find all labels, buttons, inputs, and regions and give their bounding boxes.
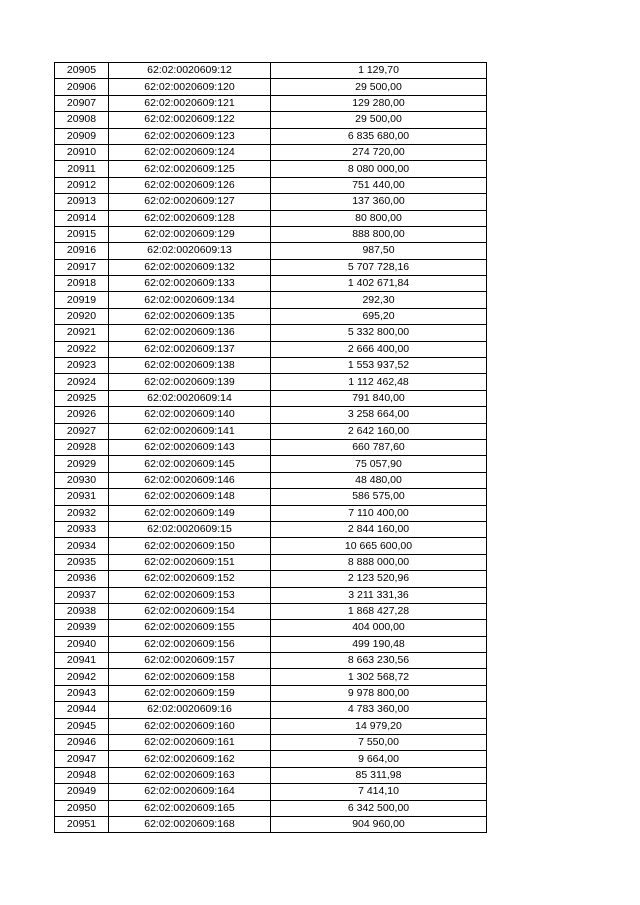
cadastral-value-cell: 1 129,70: [271, 63, 487, 79]
row-number-cell: 20936: [55, 571, 109, 587]
table-row: [55, 128, 487, 144]
row-number-cell: 20917: [55, 259, 109, 275]
row-number-cell: 20921: [55, 325, 109, 341]
row-number-cell: 20929: [55, 456, 109, 472]
cadastral-number-cell: 62:02:0020609:134: [109, 292, 271, 308]
table-row: [55, 374, 487, 390]
cadastral-value-cell: 14 979,20: [271, 718, 487, 734]
table-row: [55, 751, 487, 767]
table-row: [55, 702, 487, 718]
row-number-cell: 20943: [55, 685, 109, 701]
table-row: [55, 735, 487, 751]
table-row: [55, 177, 487, 193]
row-number-cell: 20938: [55, 603, 109, 619]
cadastral-number-cell: 62:02:0020609:120: [109, 79, 271, 95]
cadastral-number-cell: 62:02:0020609:146: [109, 472, 271, 488]
cadastral-number-cell: 62:02:0020609:135: [109, 308, 271, 324]
cadastral-number-cell: 62:02:0020609:164: [109, 784, 271, 800]
cadastral-number-cell: 62:02:0020609:150: [109, 538, 271, 554]
cadastral-number-cell: 62:02:0020609:14: [109, 390, 271, 406]
table-row: [55, 341, 487, 357]
cadastral-value-cell: 791 840,00: [271, 390, 487, 406]
table-row: [55, 390, 487, 406]
row-number-cell: 20942: [55, 669, 109, 685]
cadastral-value-cell: 499 190,48: [271, 636, 487, 652]
row-number-cell: 20928: [55, 439, 109, 455]
cadastral-value-cell: 48 480,00: [271, 472, 487, 488]
cadastral-value-cell: 1 553 937,52: [271, 358, 487, 374]
table-row: [55, 456, 487, 472]
cadastral-value-cell: 2 123 520,96: [271, 571, 487, 587]
row-number-cell: 20922: [55, 341, 109, 357]
row-number-cell: 20925: [55, 390, 109, 406]
table-row: [55, 620, 487, 636]
table-row: [55, 243, 487, 259]
cadastral-value-cell: 404 000,00: [271, 620, 487, 636]
cadastral-value-cell: 3 211 331,36: [271, 587, 487, 603]
cadastral-value-cell: 1 112 462,48: [271, 374, 487, 390]
cadastral-value-cell: 1 868 427,28: [271, 603, 487, 619]
cadastral-number-cell: 62:02:0020609:163: [109, 767, 271, 783]
table-row: [55, 816, 487, 832]
cadastral-value-cell: 5 707 728,16: [271, 259, 487, 275]
cadastral-number-cell: 62:02:0020609:122: [109, 112, 271, 128]
cadastral-value-cell: 292,30: [271, 292, 487, 308]
cadastral-number-cell: 62:02:0020609:154: [109, 603, 271, 619]
row-number-cell: 20914: [55, 210, 109, 226]
cadastral-value-cell: 129 280,00: [271, 95, 487, 111]
cadastral-number-cell: 62:02:0020609:16: [109, 702, 271, 718]
row-number-cell: 20931: [55, 489, 109, 505]
row-number-cell: 20945: [55, 718, 109, 734]
row-number-cell: 20908: [55, 112, 109, 128]
table-row: [55, 95, 487, 111]
row-number-cell: 20940: [55, 636, 109, 652]
cadastral-value-cell: 4 783 360,00: [271, 702, 487, 718]
cadastral-number-cell: 62:02:0020609:126: [109, 177, 271, 193]
cadastral-number-cell: 62:02:0020609:161: [109, 735, 271, 751]
row-number-cell: 20951: [55, 816, 109, 832]
table-row: [55, 79, 487, 95]
row-number-cell: 20947: [55, 751, 109, 767]
cadastral-value-cell: 888 800,00: [271, 226, 487, 242]
row-number-cell: 20950: [55, 800, 109, 816]
row-number-cell: 20915: [55, 226, 109, 242]
cadastral-value-cell: 586 575,00: [271, 489, 487, 505]
table-row: [55, 505, 487, 521]
table-row: [55, 571, 487, 587]
cadastral-number-cell: 62:02:0020609:132: [109, 259, 271, 275]
table-row: [55, 784, 487, 800]
table-row: [55, 538, 487, 554]
row-number-cell: 20905: [55, 63, 109, 79]
table-row: [55, 521, 487, 537]
row-number-cell: 20913: [55, 194, 109, 210]
cadastral-value-cell: 8 663 230,56: [271, 653, 487, 669]
row-number-cell: 20920: [55, 308, 109, 324]
row-number-cell: 20934: [55, 538, 109, 554]
cadastral-value-cell: 5 332 800,00: [271, 325, 487, 341]
table-row: [55, 259, 487, 275]
cadastral-number-cell: 62:02:0020609:128: [109, 210, 271, 226]
row-number-cell: 20923: [55, 358, 109, 374]
table-row: [55, 636, 487, 652]
row-number-cell: 20909: [55, 128, 109, 144]
cadastral-value-cell: 7 110 400,00: [271, 505, 487, 521]
cadastral-number-cell: 62:02:0020609:141: [109, 423, 271, 439]
table-row: [55, 472, 487, 488]
table-row: [55, 439, 487, 455]
cadastral-value-cell: 9 664,00: [271, 751, 487, 767]
row-number-cell: 20910: [55, 144, 109, 160]
cadastral-number-cell: 62:02:0020609:155: [109, 620, 271, 636]
row-number-cell: 20926: [55, 407, 109, 423]
cadastral-value-cell: 1 402 671,84: [271, 276, 487, 292]
cadastral-value-cell: 3 258 664,00: [271, 407, 487, 423]
cadastral-number-cell: 62:02:0020609:158: [109, 669, 271, 685]
cadastral-number-cell: 62:02:0020609:13: [109, 243, 271, 259]
cadastral-value-cell: 85 311,98: [271, 767, 487, 783]
cadastral-value-cell: 29 500,00: [271, 79, 487, 95]
cadastral-value-cell: 137 360,00: [271, 194, 487, 210]
table-row: [55, 800, 487, 816]
row-number-cell: 20906: [55, 79, 109, 95]
cadastral-number-cell: 62:02:0020609:138: [109, 358, 271, 374]
cadastral-number-cell: 62:02:0020609:149: [109, 505, 271, 521]
cadastral-number-cell: 62:02:0020609:137: [109, 341, 271, 357]
table-row: [55, 210, 487, 226]
table-row: [55, 292, 487, 308]
cadastral-number-cell: 62:02:0020609:156: [109, 636, 271, 652]
cadastral-number-cell: 62:02:0020609:168: [109, 816, 271, 832]
row-number-cell: 20939: [55, 620, 109, 636]
cadastral-value-cell: 660 787,60: [271, 439, 487, 455]
cadastral-number-cell: 62:02:0020609:129: [109, 226, 271, 242]
cadastral-number-cell: 62:02:0020609:123: [109, 128, 271, 144]
cadastral-number-cell: 62:02:0020609:157: [109, 653, 271, 669]
table-row: [55, 194, 487, 210]
row-number-cell: 20930: [55, 472, 109, 488]
table-row: [55, 325, 487, 341]
cadastral-value-cell: 7 414,10: [271, 784, 487, 800]
table-row: [55, 308, 487, 324]
row-number-cell: 20911: [55, 161, 109, 177]
table-row: [55, 718, 487, 734]
table-row: [55, 63, 487, 79]
row-number-cell: 20935: [55, 554, 109, 570]
row-number-cell: 20927: [55, 423, 109, 439]
table-row: [55, 144, 487, 160]
cadastral-number-cell: 62:02:0020609:125: [109, 161, 271, 177]
cadastral-value-cell: 75 057,90: [271, 456, 487, 472]
cadastral-value-table: [54, 62, 487, 833]
table-row: [55, 669, 487, 685]
table-row: [55, 358, 487, 374]
cadastral-value-cell: 987,50: [271, 243, 487, 259]
cadastral-value-cell: 7 550,00: [271, 735, 487, 751]
cadastral-value-cell: 695,20: [271, 308, 487, 324]
row-number-cell: 20948: [55, 767, 109, 783]
table-row: [55, 653, 487, 669]
table-row: [55, 276, 487, 292]
cadastral-number-cell: 62:02:0020609:133: [109, 276, 271, 292]
cadastral-value-cell: 6 835 680,00: [271, 128, 487, 144]
cadastral-number-cell: 62:02:0020609:139: [109, 374, 271, 390]
cadastral-number-cell: 62:02:0020609:12: [109, 63, 271, 79]
cadastral-value-cell: 8 888 000,00: [271, 554, 487, 570]
cadastral-number-cell: 62:02:0020609:160: [109, 718, 271, 734]
row-number-cell: 20918: [55, 276, 109, 292]
cadastral-number-cell: 62:02:0020609:140: [109, 407, 271, 423]
cadastral-number-cell: 62:02:0020609:124: [109, 144, 271, 160]
row-number-cell: 20924: [55, 374, 109, 390]
cadastral-value-cell: 751 440,00: [271, 177, 487, 193]
cadastral-value-cell: 1 302 568,72: [271, 669, 487, 685]
cadastral-number-cell: 62:02:0020609:153: [109, 587, 271, 603]
cadastral-number-cell: 62:02:0020609:15: [109, 521, 271, 537]
table-row: [55, 603, 487, 619]
cadastral-number-cell: 62:02:0020609:127: [109, 194, 271, 210]
row-number-cell: 20912: [55, 177, 109, 193]
cadastral-number-cell: 62:02:0020609:151: [109, 554, 271, 570]
row-number-cell: 20944: [55, 702, 109, 718]
row-number-cell: 20949: [55, 784, 109, 800]
cadastral-number-cell: 62:02:0020609:162: [109, 751, 271, 767]
row-number-cell: 20941: [55, 653, 109, 669]
cadastral-value-cell: 8 080 000,00: [271, 161, 487, 177]
table-row: [55, 161, 487, 177]
table-row: [55, 226, 487, 242]
cadastral-number-cell: 62:02:0020609:159: [109, 685, 271, 701]
cadastral-number-cell: 62:02:0020609:152: [109, 571, 271, 587]
cadastral-number-cell: 62:02:0020609:136: [109, 325, 271, 341]
cadastral-number-cell: 62:02:0020609:165: [109, 800, 271, 816]
cadastral-value-cell: 904 960,00: [271, 816, 487, 832]
cadastral-value-cell: 6 342 500,00: [271, 800, 487, 816]
table-row: [55, 489, 487, 505]
cadastral-number-cell: 62:02:0020609:148: [109, 489, 271, 505]
cadastral-value-cell: 80 800,00: [271, 210, 487, 226]
row-number-cell: 20916: [55, 243, 109, 259]
row-number-cell: 20946: [55, 735, 109, 751]
cadastral-value-cell: 10 665 600,00: [271, 538, 487, 554]
table-row: [55, 423, 487, 439]
cadastral-value-cell: 2 666 400,00: [271, 341, 487, 357]
cadastral-value-cell: 2 844 160,00: [271, 521, 487, 537]
cadastral-number-cell: 62:02:0020609:121: [109, 95, 271, 111]
row-number-cell: 20932: [55, 505, 109, 521]
cadastral-number-cell: 62:02:0020609:145: [109, 456, 271, 472]
table-row: [55, 554, 487, 570]
cadastral-value-cell: 2 642 160,00: [271, 423, 487, 439]
cadastral-value-cell: 29 500,00: [271, 112, 487, 128]
table-row: [55, 587, 487, 603]
cadastral-number-cell: 62:02:0020609:143: [109, 439, 271, 455]
cadastral-value-cell: 274 720,00: [271, 144, 487, 160]
table-row: [55, 112, 487, 128]
row-number-cell: 20937: [55, 587, 109, 603]
row-number-cell: 20933: [55, 521, 109, 537]
table-row: [55, 767, 487, 783]
row-number-cell: 20919: [55, 292, 109, 308]
table-row: [55, 407, 487, 423]
cadastral-value-cell: 9 978 800,00: [271, 685, 487, 701]
table-body: [55, 63, 487, 833]
table-row: [55, 685, 487, 701]
row-number-cell: 20907: [55, 95, 109, 111]
